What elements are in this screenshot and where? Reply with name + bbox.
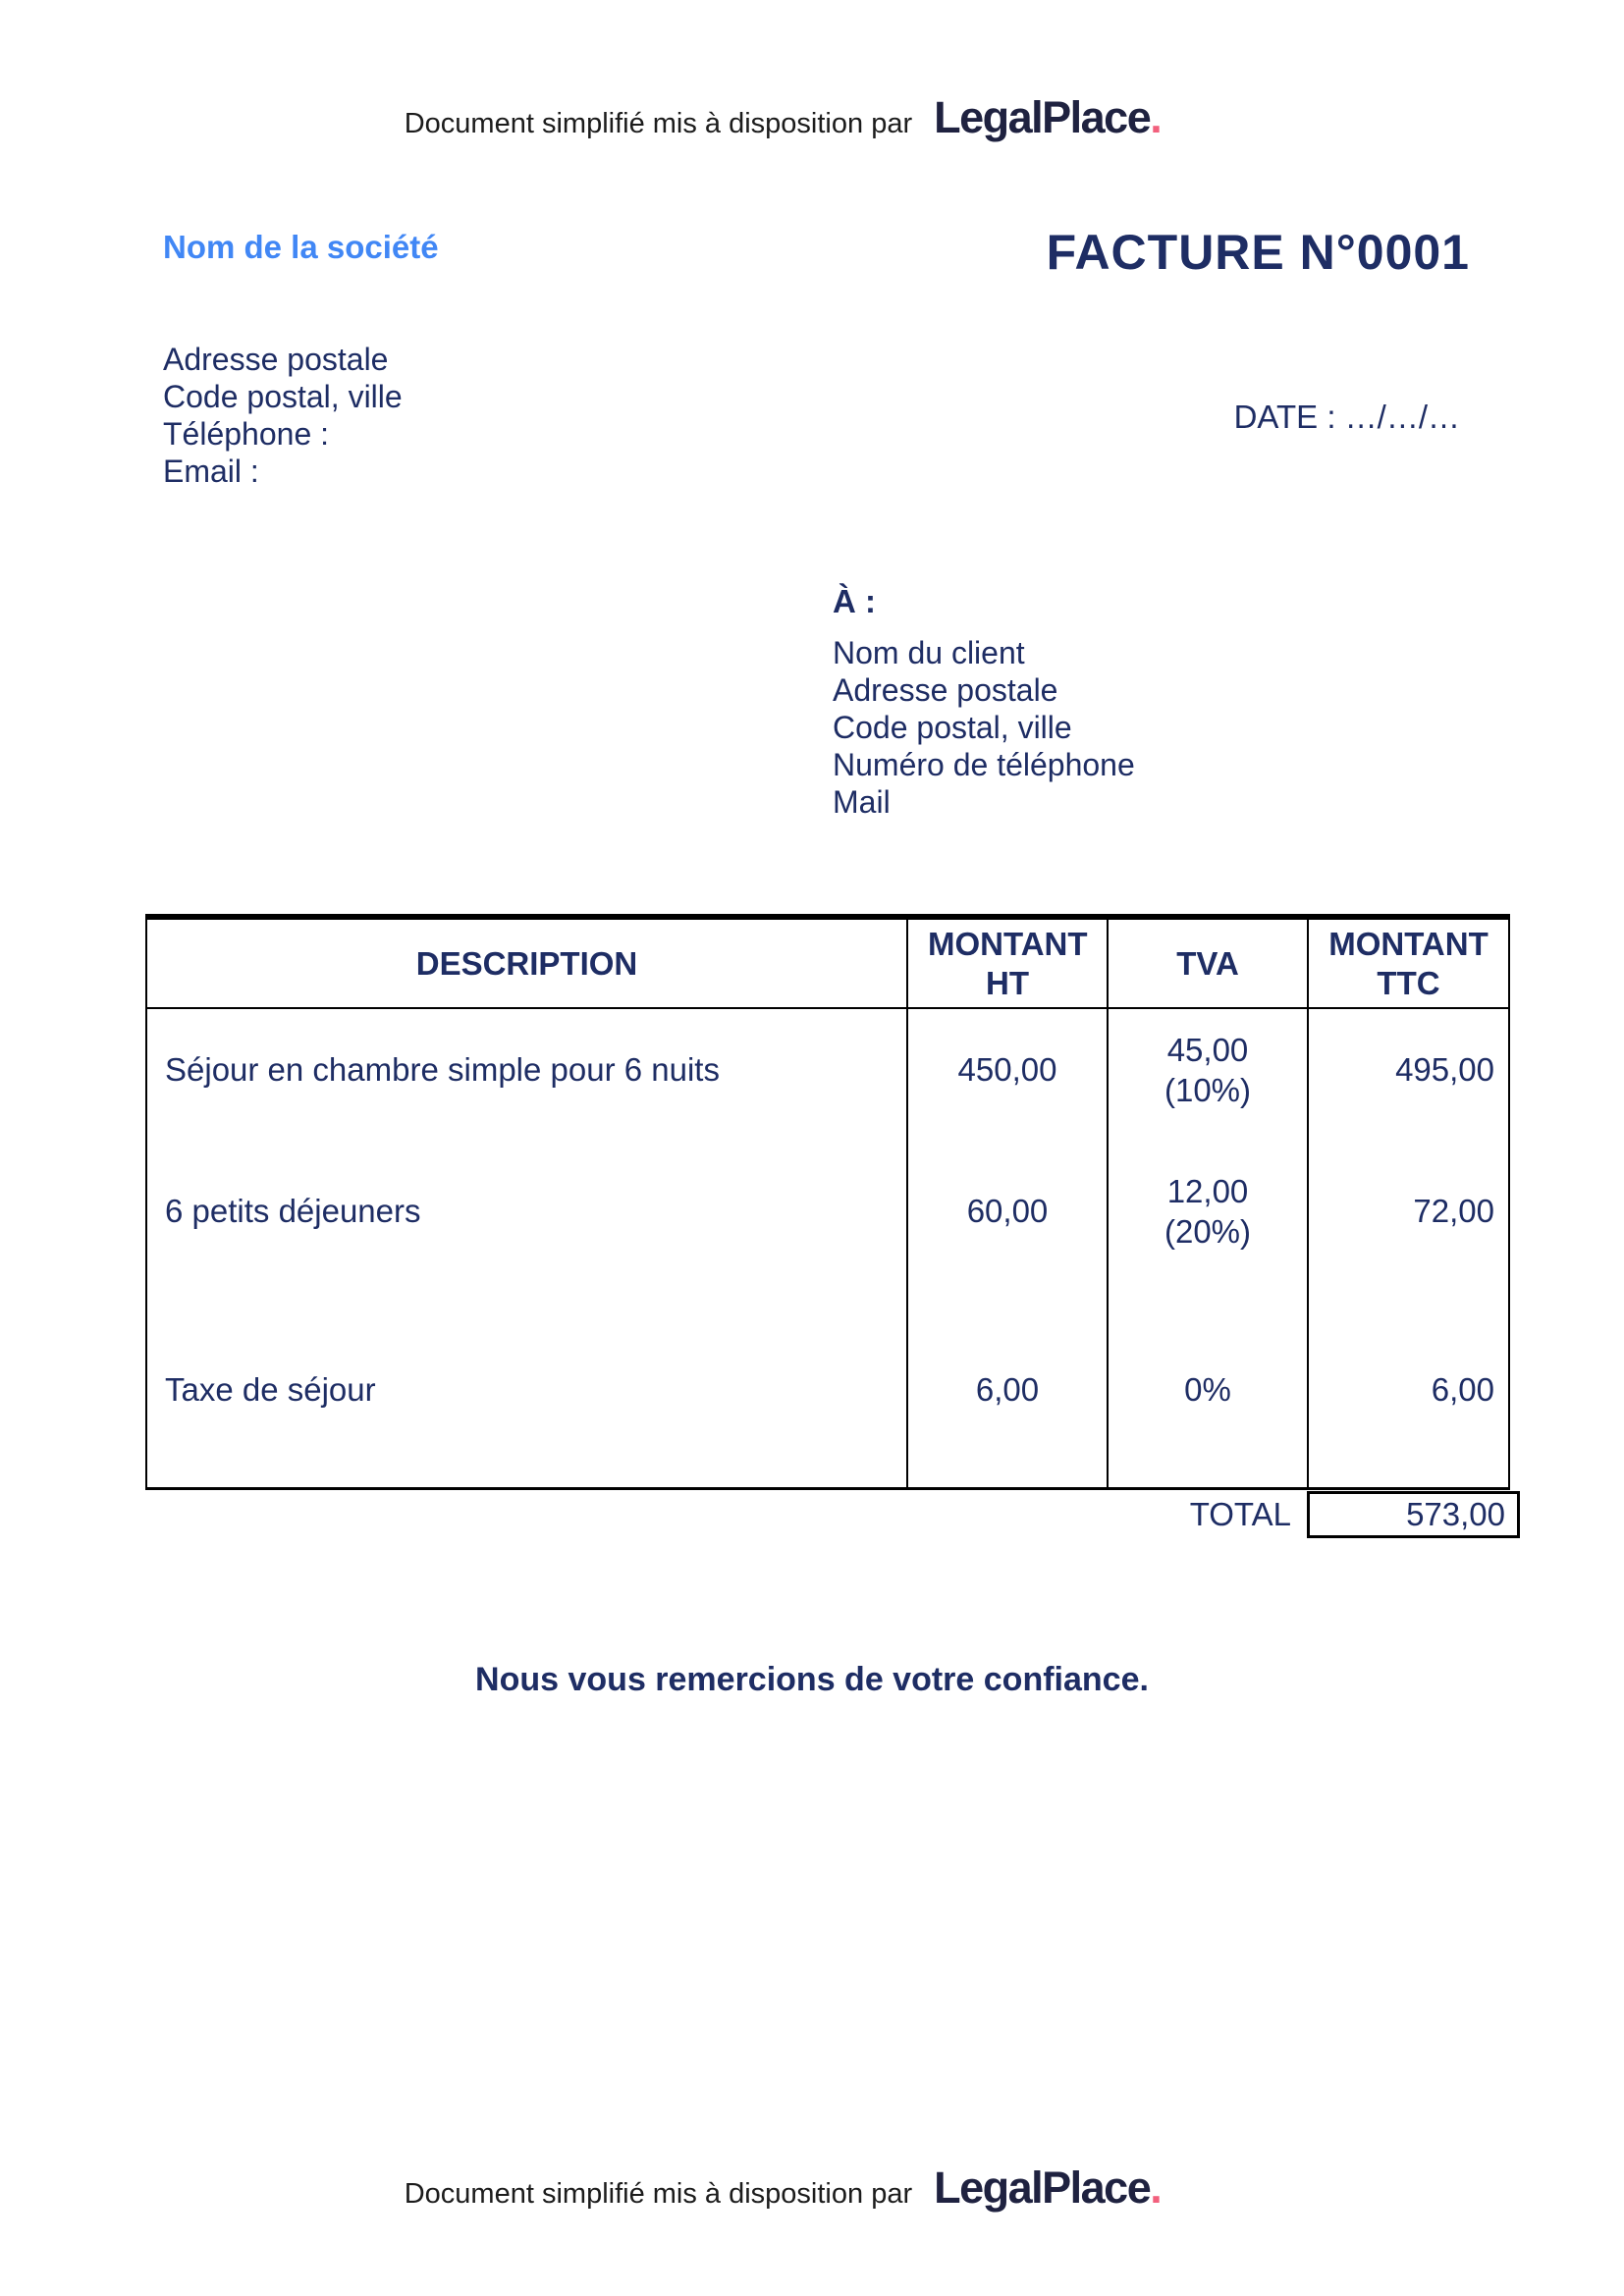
logo-dot: . [1150,2163,1162,2213]
item-tva-rate: (20%) [1164,1213,1252,1250]
company-email-line: Email : [163,454,259,489]
col-header-tva: TVA [1108,917,1308,1008]
item-montant-ht: 6,00 [907,1293,1108,1488]
logo-dot: . [1150,92,1162,142]
item-tva-rate: (10%) [1164,1071,1252,1108]
footer-note-text: Document simplifié mis à disposition par [404,2178,913,2210]
company-address-line: Adresse postale [163,342,389,377]
total-value: 573,00 [1406,1496,1505,1532]
item-tva-amount: 0% [1184,1371,1231,1409]
invoice-title: FACTURE N°0001 [1046,225,1470,280]
company-address-block [163,341,403,490]
logo-wordmark: LegalPlace [934,92,1151,142]
item-montant-ttc: 72,00 [1308,1130,1509,1293]
table-row [146,1293,1509,1488]
table-row [146,1008,1509,1130]
items-table [145,914,1510,1490]
item-tva-amount: 12,00 [1166,1173,1249,1209]
items-table-header-row [146,917,1509,1008]
table-row [146,1130,1509,1293]
item-description: Séjour en chambre simple pour 6 nuits [146,1008,907,1130]
item-tva [1108,1008,1308,1130]
company-city-line: Code postal, ville [163,379,403,414]
client-block [833,583,1135,821]
item-montant-ht: 60,00 [907,1130,1108,1293]
total-value-box [1307,1491,1520,1538]
client-heading: À : [833,583,876,619]
client-address-line: Adresse postale [833,672,1058,708]
client-name-line: Nom du client [833,635,1025,670]
legalplace-logo [934,92,1162,142]
client-mail-line: Mail [833,784,891,820]
col-header-description: DESCRIPTION [146,917,907,1008]
footer-provider-note [0,2165,1565,2211]
client-city-line: Code postal, ville [833,710,1072,745]
item-tva [1108,1130,1308,1293]
client-phone-line: Numéro de téléphone [833,747,1135,782]
item-description: 6 petits déjeuners [146,1130,907,1293]
header-provider-note [0,92,1565,142]
item-tva-amount: 45,00 [1166,1031,1249,1068]
total-row [145,1491,1520,1538]
total-label: TOTAL [1189,1496,1291,1532]
closing-message: Nous vous remercions de votre confiance. [475,1661,1149,1698]
col-header-montant-ht: MONTANT HT [907,917,1108,1008]
invoice-date: DATE : …/…/… [1233,399,1460,435]
logo-wordmark: LegalPlace [934,2163,1151,2213]
item-montant-ht: 450,00 [907,1008,1108,1130]
company-name: Nom de la société [163,229,439,265]
header-note-text: Document simplifié mis à disposition par [404,108,913,139]
company-phone-line: Téléphone : [163,416,330,452]
col-header-montant-ttc: MONTANT TTC [1308,917,1509,1008]
legalplace-logo [934,2163,1162,2213]
item-description: Taxe de séjour [146,1293,907,1488]
item-montant-ttc: 495,00 [1308,1008,1509,1130]
item-montant-ttc: 6,00 [1308,1293,1509,1488]
item-tva [1108,1293,1308,1488]
